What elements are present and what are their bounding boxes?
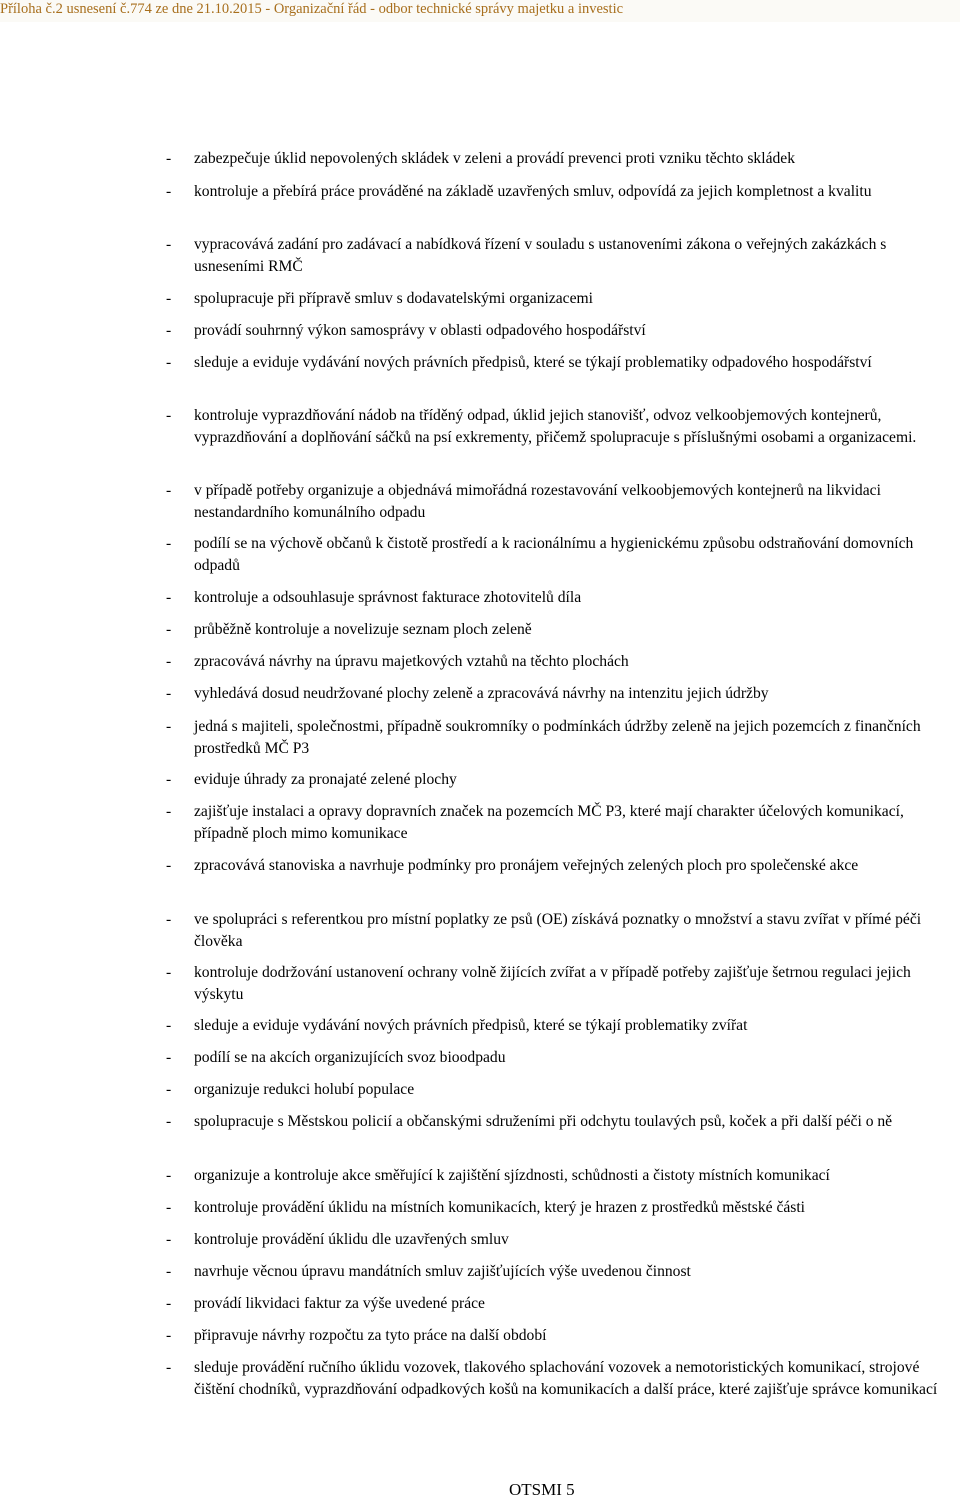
- list-item: [166, 1015, 960, 1037]
- list-item-text: v případě potřeby organizuje a objednává mimořádná rozestavování velkoobjemových kontejnerů na likvidaci nestandardního komunálního odpadu: [194, 482, 881, 521]
- list-item-text: podílí se na akcích organizujících svoz bioodpadu: [194, 1049, 506, 1066]
- list-item-text: eviduje úhrady za pronajaté zelené plochy: [194, 771, 457, 788]
- list-item: [166, 1111, 960, 1133]
- list-item: [166, 1325, 960, 1347]
- list-item: [166, 1293, 960, 1315]
- list-item: [166, 909, 960, 953]
- page-footer: OTSMI 5: [509, 1480, 575, 1499]
- list-item-text: kontroluje a přebírá práce prováděné na základě uzavřených smluv, odpovídá za jejich kompletnost a kvalitu: [194, 183, 872, 200]
- list-item: [166, 587, 960, 609]
- list-item-text: spolupracuje s Městskou policií a občanskými sdruženími při odchytu toulavých psů, koček a při další péči o ně: [194, 1113, 893, 1130]
- list-item: [166, 181, 960, 203]
- list-item-text: připravuje návrhy rozpočtu za tyto práce na další období: [194, 1327, 547, 1344]
- list-item-text: organizuje a kontroluje akce směřující k zajištění sjízdnosti, schůdnosti a čistoty místních komunikací: [194, 1167, 830, 1184]
- bullet-dash: -: [166, 1231, 172, 1248]
- bullet-dash: -: [166, 1113, 172, 1130]
- list-item-text: kontroluje provádění úklidu na místních komunikacích, který je hrazen z prostředků městské části: [194, 1199, 806, 1216]
- bullet-dash: -: [166, 653, 172, 670]
- bullet-dash: -: [166, 236, 172, 253]
- list-item-text: průběžně kontroluje a novelizuje seznam ploch zeleně: [194, 621, 532, 638]
- bullet-dash: -: [166, 1081, 172, 1098]
- document-header: Příloha č.2 usnesení č.774 ze dne 21.10.2015 - Organizační řád - odbor technické správy majetku a investic: [0, 1, 624, 17]
- list-item-text: zpracovává návrhy na úpravu majetkových vztahů na těchto plochách: [194, 653, 629, 670]
- bullet-dash: -: [166, 1199, 172, 1216]
- list-item: [166, 962, 960, 1006]
- bullet-dash: -: [166, 803, 172, 820]
- list-item-text: sleduje provádění ručního úklidu vozovek, tlakového splachování vozovek a nemotoristických komunikací, strojové čištění chodníků, vyprazdňování odpadkových košů na komunikacích a další práce, které zajišťuje správce komunikací: [194, 1359, 938, 1398]
- list-item: [166, 405, 960, 449]
- list-item-text: navrhuje věcnou úpravu mandátních smluv zajišťujících výše uvedenou činnost: [194, 1263, 691, 1280]
- bullet-dash: -: [166, 621, 172, 638]
- bullet-dash: -: [166, 1327, 172, 1344]
- bullet-dash: -: [166, 150, 172, 167]
- list-item: [166, 1357, 960, 1401]
- list-item: [166, 769, 960, 791]
- bullet-dash: -: [166, 1359, 172, 1376]
- list-item: [166, 651, 960, 673]
- bullet-dash: -: [166, 407, 172, 424]
- list-item: [166, 234, 960, 278]
- list-item: [166, 148, 960, 170]
- list-item: [166, 683, 960, 705]
- list-item: [166, 1165, 960, 1187]
- bullet-dash: -: [166, 1295, 172, 1312]
- list-item: [166, 288, 960, 310]
- list-item: [166, 1197, 960, 1219]
- bullet-dash: -: [166, 1167, 172, 1184]
- bullet-dash: -: [166, 857, 172, 874]
- list-item: [166, 855, 960, 877]
- list-item-text: vypracovává zadání pro zadávací a nabídková řízení v souladu s ustanoveními zákona o veřejných zakázkách s usneseními RMČ: [194, 236, 887, 275]
- list-item-text: sleduje a eviduje vydávání nových právních předpisů, které se týkají problematiky odpadového hospodářství: [194, 354, 872, 371]
- list-item-text: zajišťuje instalaci a opravy dopravních značek na pozemcích MČ P3, které mají charakter účelových komunikací, případně ploch mimo komunikace: [194, 803, 904, 842]
- bullet-dash: -: [166, 771, 172, 788]
- list-item-text: organizuje redukci holubí populace: [194, 1081, 415, 1098]
- bullet-dash: -: [166, 718, 172, 735]
- list-item: [166, 352, 960, 374]
- bullet-dash: -: [166, 354, 172, 371]
- list-item: [166, 320, 960, 342]
- list-item-text: provádí likvidaci faktur za výše uvedené práce: [194, 1295, 485, 1312]
- list-item: [166, 619, 960, 641]
- list-item-text: kontroluje a odsouhlasuje správnost fakturace zhotovitelů díla: [194, 589, 582, 606]
- bullet-dash: -: [166, 183, 172, 200]
- list-item: [166, 1079, 960, 1101]
- bullet-dash: -: [166, 589, 172, 606]
- bullet-dash: -: [166, 290, 172, 307]
- list-item: [166, 1229, 960, 1251]
- list-item-text: jedná s majiteli, společnostmi, případně soukromníky o podmínkách údržby zeleně na jejich pozemcích z finančních prostředků MČ P3: [194, 718, 921, 757]
- list-item: [166, 716, 960, 760]
- list-item-text: vyhledává dosud neudržované plochy zeleně a zpracovává návrhy na intenzitu jejich údržby: [194, 685, 769, 702]
- bullet-dash: -: [166, 1263, 172, 1280]
- list-item-text: provádí souhrnný výkon samosprávy v oblasti odpadového hospodářství: [194, 322, 646, 339]
- bullet-dash: -: [166, 482, 172, 499]
- list-item-text: sleduje a eviduje vydávání nových právních předpisů, které se týkají problematiky zvířat: [194, 1017, 748, 1034]
- list-item-text: kontroluje vyprazdňování nádob na tříděný odpad, úklid jejich stanovišť, odvoz velkoobjemových kontejnerů, vyprazdňování a doplňování sáčků na psí exkrementy, přičemž spolupracuje s příslušnými osobami a organizacemi.: [194, 407, 917, 446]
- list-item-text: zabezpečuje úklid nepovolených skládek v zeleni a provádí prevenci proti vzniku těchto skládek: [194, 150, 795, 167]
- bullet-dash: -: [166, 322, 172, 339]
- list-item-text: kontroluje provádění úklidu dle uzavřených smluv: [194, 1231, 509, 1248]
- bullet-dash: -: [166, 685, 172, 702]
- bullet-dash: -: [166, 535, 172, 552]
- list-item: [166, 1261, 960, 1283]
- list-item: [166, 1047, 960, 1069]
- bullet-dash: -: [166, 964, 172, 981]
- list-item: [166, 533, 960, 577]
- bullet-dash: -: [166, 1049, 172, 1066]
- list-item-text: spolupracuje při přípravě smluv s dodavatelskými organizacemi: [194, 290, 593, 307]
- bullet-dash: -: [166, 1017, 172, 1034]
- list-item-text: podílí se na výchově občanů k čistotě prostředí a k racionálnímu a hygienickému způsobu odstraňování domovních odpadů: [194, 535, 914, 574]
- bullet-dash: -: [166, 911, 172, 928]
- list-item-text: kontroluje dodržování ustanovení ochrany volně žijících zvířat a v případě potřeby zajišťuje šetrnou regulaci jejich výskytu: [194, 964, 911, 1003]
- list-item: [166, 480, 960, 524]
- list-item-text: zpracovává stanoviska a navrhuje podmínky pro pronájem veřejných zelených ploch pro společenské akce: [194, 857, 859, 874]
- list-item-text: ve spolupráci s referentkou pro místní poplatky ze psů (OE) získává poznatky o množství a stavu zvířat v přímé péči člověka: [194, 911, 922, 950]
- list-item: [166, 801, 960, 845]
